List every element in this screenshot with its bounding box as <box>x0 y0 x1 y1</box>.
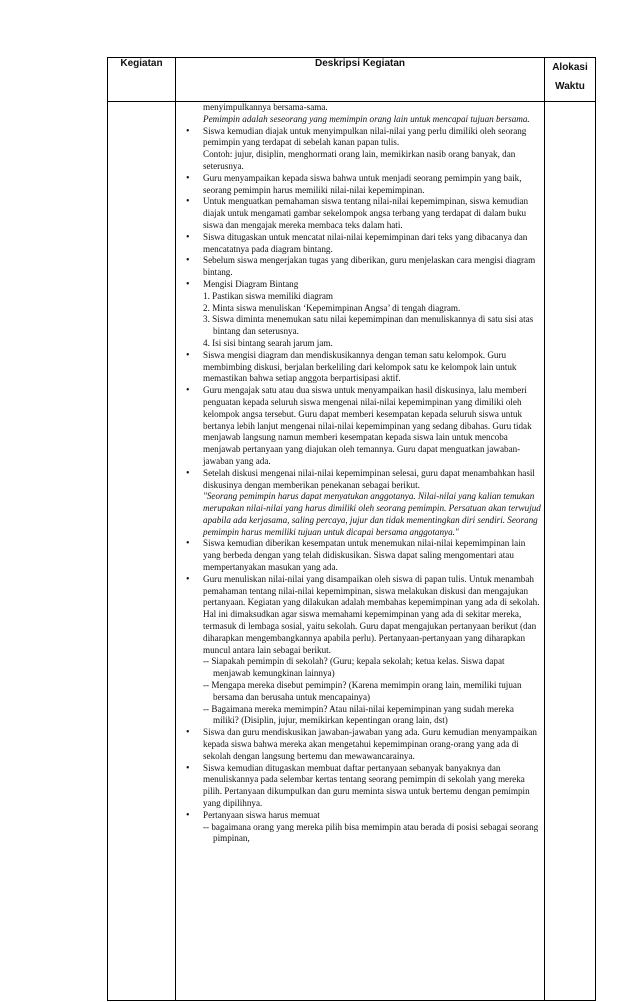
list-item-text: Guru menuliskan nilai-nilai yang disampaikan oleh siswa di papan tulis. Untuk menambah pemahaman tentang nilai-nilai kepemimpinan, siswa melakukan diskusi dan mengajukan pertanyaan. Kegiatan yang dilakukan adalah membahas kepemimpinan yang ada di sekolah. Hal ini dimaksudkan agar siswa memahami kepemimpinan yang ada di sekitar mereka, termasuk di lembaga sosial, yaitu sekolah. Guru dapat mengajukan pertanyaan berikut (dan diharapkan mengembangkannya apabila perlu). Pertanyaan-pertanyaan yang diharapkan muncul antara lain sebagai berikut. <box>203 573 540 655</box>
step-2: 2. Minta siswa menuliskan ‘Kepemimpinan Angsa’ di tengah diagram. <box>203 302 461 313</box>
list-item <box>180 468 541 539</box>
list-item: • Guru menyampaikan kepada siswa bahwa untuk menjadi seorang pemimpin yang baik, seorang pemimpin harus memiliki nilai-nilai kepemimpinan. <box>180 173 541 197</box>
list-item-title: Mengisi Diagram Bintang <box>203 278 299 289</box>
step-1: 1. Pastikan siswa memiliki diagram <box>203 290 334 301</box>
header-kegiatan: Kegiatan <box>108 58 176 102</box>
step-4: 4. Isi sisi bintang searah jarum jam. <box>203 337 333 348</box>
list-item: • Siswa mengisi diagram dan mendiskusikannya dengan teman satu kelompok. Guru membimbing diskusi, berjalan berkeliling dari kelompok satu ke kelompok lain untuk memastikan bahwa setiap anggota berpartisipasi aktif. <box>180 350 541 385</box>
list-item-text: Setelah diskusi mengenai nilai-nilai kepemimpinan selesai, guru dapat menambahkan hasil diskusinya dengan memberikan penekanan sebagai berikut. <box>203 467 535 490</box>
list-item: • Sebelum siswa mengerjakan tugas yang diberikan, guru menjelaskan cara mengisi diagram bintang. <box>180 255 541 279</box>
table-header-row <box>108 58 596 102</box>
deskripsi-cell <box>176 102 545 1001</box>
leader-definition: Pemimpin adalah seseorang yang memimpin orang lain untuk mencapai tujuan bersama. <box>203 113 530 124</box>
list-item: • Siswa kemudian diberikan kesempatan untuk menemukan nilai-nilai kepemimpinan lain yang berbeda dengan yang telah didiskusikan. Siswa dapat saling mengomentari atau mempertanyakan masukan yang ada. <box>180 538 541 573</box>
table-body-row <box>108 102 596 1001</box>
list-item-text: Siswa kemudian diajak untuk menyimpulkan nilai-nilai yang perlu dimiliki oleh seorang pemimpin yang terdapat di sebelah kanan papan tulis. <box>203 125 527 148</box>
list-item: • Siswa ditugaskan untuk mencatat nilai-nilai kepemimpinan dari teks yang dibacanya dan mencatatnya pada diagram bintang. <box>180 232 541 256</box>
list-item <box>180 574 541 727</box>
list-item-title: Pertanyaan siswa harus memuat <box>203 809 320 820</box>
leader-quote: "Seorang pemimpin harus dapat menyatukan anggotanya. Nilai-nilai yang kalian temukan merupakan nilai-nilai yang harus dimiliki oleh seorang pemimpin. Persatuan akan terwujud apabila ada kerjasama, saling percaya, jujur dan tidak mementingkan diri sendiri. Seorang pemimpin harus memiliki tujuan untuk dicapai bersama anggotanya." <box>203 491 541 537</box>
list-item <box>180 279 541 350</box>
list-item <box>180 126 541 173</box>
lesson-activity-table <box>107 57 596 1001</box>
header-waktu: Waktu <box>555 81 585 92</box>
header-alokasi-waktu <box>545 58 596 102</box>
question-3: -- Bagaimana mereka memimpin? Atau nilai-nilai kepemimpinan yang sudah mereka miliki? (Disiplin, jujur, memikirkan kepentingan orang lain, dst) <box>203 703 514 726</box>
list-item: • Siswa dan guru mendiskusikan jawaban-jawaban yang ada. Guru kemudian menyampaikan kepada siswa bahwa mereka akan mengetahui kepemimpinan orang-orang yang ada di sekolah dengan langsung bertemu dan mewawancarainya. <box>180 727 541 762</box>
activity-list <box>180 126 541 846</box>
list-item: • Guru mengajak satu atau dua siswa untuk menyampaikan hasil diskusinya, lalu memberi penguatan kepada seluruh siswa mengenai nilai-nilai kepemimpinan yang dimiliki oleh kelompok angsa tersebut. Guru dapat memberi kesempatan kepada seluruh siswa untuk bertanya lebih lanjut mengenai nilai-nilai kepemimpinan yang sedang dibahas. Guru tidak menjawab langsung namun memberi kesempatan kepada siswa lain untuk mencoba menjawab pertanyaan yang diajukan oleh temannya. Guru dapat menguatkan jawaban-jawaban yang ada. <box>180 385 541 468</box>
kegiatan-cell <box>108 102 176 1001</box>
header-alokasi: Alokasi <box>552 62 588 73</box>
list-item-example: Contoh: jujur, disiplin, menghormati orang lain, memikirkan nasib orang banyak, dan seterusnya. <box>203 149 516 171</box>
list-item <box>180 810 541 845</box>
question-2: -- Mengapa mereka disebut pemimpin? (Karena memimpin orang lain, memiliki tujuan bersama dan berusaha untuk mencapainya) <box>203 680 522 702</box>
step-3: 3. Siswa diminta menemukan satu nilai kepemimpinan dan menuliskannya di satu sisi atas bintang dan seterusnya. <box>203 314 534 337</box>
list-item: • Siswa kemudian ditugaskan membuat daftar pertanyaan sebanyak banyaknya dan menuliskannya pada selembar kertas tentang seorang pemimpin di sekolah yang mereka pilih. Pertanyaan dikumpulkan dan guru meminta siswa untuk bertemu dengan pemimpin yang dipilihnya. <box>180 763 541 810</box>
alokasi-waktu-cell <box>545 102 596 1001</box>
header-deskripsi-kegiatan: Deskripsi Kegiatan <box>176 58 545 102</box>
intro-conclusion: menyimpulkannya bersama-sama. <box>203 102 328 112</box>
requirement-1: -- bagaimana orang yang mereka pilih bisa memimpin atau berada di posisi sebagai seorang pimpinan, <box>203 821 539 844</box>
question-1: -- Siapakah pemimpin di sekolah? (Guru; kepala sekolah; ketua kelas. Siswa dapat menjawab kemungkinan lainnya) <box>203 656 505 679</box>
list-item: • Untuk menguatkan pemahaman siswa tentang nilai-nilai kepemimpinan, siswa kemudian diajak untuk mengamati gambar sekelompok angsa terbang yang terdapat di dalam buku siswa dan mengajak mereka membaca teks dalam hati. <box>180 196 541 231</box>
